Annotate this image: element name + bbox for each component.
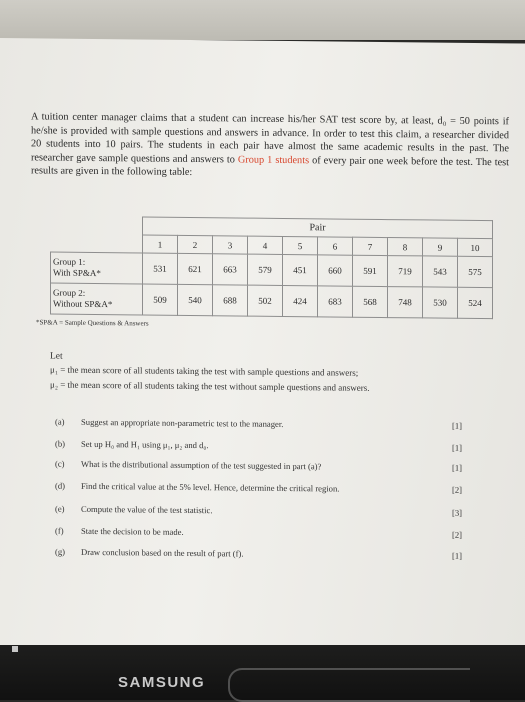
marks-f: [2] <box>452 529 463 540</box>
group1-row <box>51 252 493 288</box>
document-screen <box>0 38 525 653</box>
table-cell: 719 <box>388 256 423 287</box>
pair-number: 5 <box>283 236 318 254</box>
table-cell: 688 <box>213 285 248 316</box>
question-e: (e) Compute the value of the test statistic. <box>55 503 213 516</box>
pair-number: 9 <box>423 238 458 256</box>
table-cell: 748 <box>388 287 423 318</box>
brand-logo: SAMSUNG <box>118 674 206 691</box>
group2-row <box>51 283 493 319</box>
marks-b: [1] <box>452 442 463 453</box>
table-cell: 575 <box>458 256 493 287</box>
question-c: (c) What is the distributional assumption of the test suggested in part (a)? <box>55 458 322 472</box>
mu1-definition: μ₁ = the mean score of all students taking the test with sample questions and answers; <box>50 364 359 378</box>
pair-header: Pair <box>143 217 493 239</box>
table-cell: 502 <box>248 285 283 316</box>
marks-a: [1] <box>452 420 463 431</box>
mu2-definition: μ₂ = the mean score of all students taking the test without sample questions and answers. <box>50 379 370 393</box>
table-cell: 509 <box>143 284 178 315</box>
table-cell: 530 <box>423 287 458 318</box>
pair-number: 1 <box>143 235 178 253</box>
group1-label: Group 1: With SP&A* <box>51 252 143 284</box>
problem-statement: A tuition center manager claims that a student can increase his/her SAT test score by, at least, d₀ = 50 points if he/she is provided with sample questions and answers in advance. In order to test this claim, a researcher divided 20 students into 10 pairs. The students in each pair have almost the same academic results in the past. The researcher gave sample questions and answers to Group 1 students of every pair one week before the test. The test results are given in the following table: <box>31 111 510 179</box>
group2-label: Group 2: Without SP&A* <box>51 283 143 315</box>
table-cell: 540 <box>178 284 213 315</box>
table-cell: 591 <box>353 255 388 286</box>
monitor-stand-shadow <box>228 668 470 702</box>
table-cell: 660 <box>318 255 353 286</box>
table-cell: 683 <box>318 286 353 317</box>
score-table <box>50 216 493 320</box>
pair-number: 3 <box>213 236 248 254</box>
question-a: (a) Suggest an appropriate non-parametric test to the manager. <box>55 416 284 429</box>
highlighted-text: Group 1 students <box>237 154 310 167</box>
table-cell: 451 <box>283 254 318 285</box>
table-cell: 531 <box>143 253 178 284</box>
marks-e: [3] <box>452 507 463 518</box>
marks-d: [2] <box>452 484 463 495</box>
table-cell: 621 <box>178 253 213 284</box>
question-b: (b) Set up H₀ and H₁ using μ₁, μ₂ and d₀. <box>55 438 209 451</box>
question-g: (g) Draw conclusion based on the result of part (f). <box>55 546 244 559</box>
pair-number: 2 <box>178 235 213 253</box>
question-d: (d) Find the critical value at the 5% level. Hence, determine the critical region. <box>55 480 340 494</box>
table-footnote: *SP&A = Sample Questions & Answers <box>36 318 149 328</box>
question-f: (f) State the decision to be made. <box>55 525 184 537</box>
table-cell: 424 <box>283 285 318 316</box>
pair-number: 6 <box>318 237 353 255</box>
marks-g: [1] <box>452 550 463 561</box>
let-label: Let <box>50 351 63 362</box>
monitor-top-bezel <box>0 0 525 40</box>
marks-c: [1] <box>452 462 463 473</box>
table-cell: 568 <box>353 286 388 317</box>
table-cell: 524 <box>458 287 493 318</box>
table-cell: 579 <box>248 254 283 285</box>
power-led <box>12 646 18 652</box>
pair-number: 8 <box>388 238 423 256</box>
table-cell: 663 <box>213 254 248 285</box>
table-cell: 543 <box>423 256 458 287</box>
pair-number: 4 <box>248 236 283 254</box>
pair-number: 10 <box>458 238 493 256</box>
pair-number: 7 <box>353 237 388 255</box>
